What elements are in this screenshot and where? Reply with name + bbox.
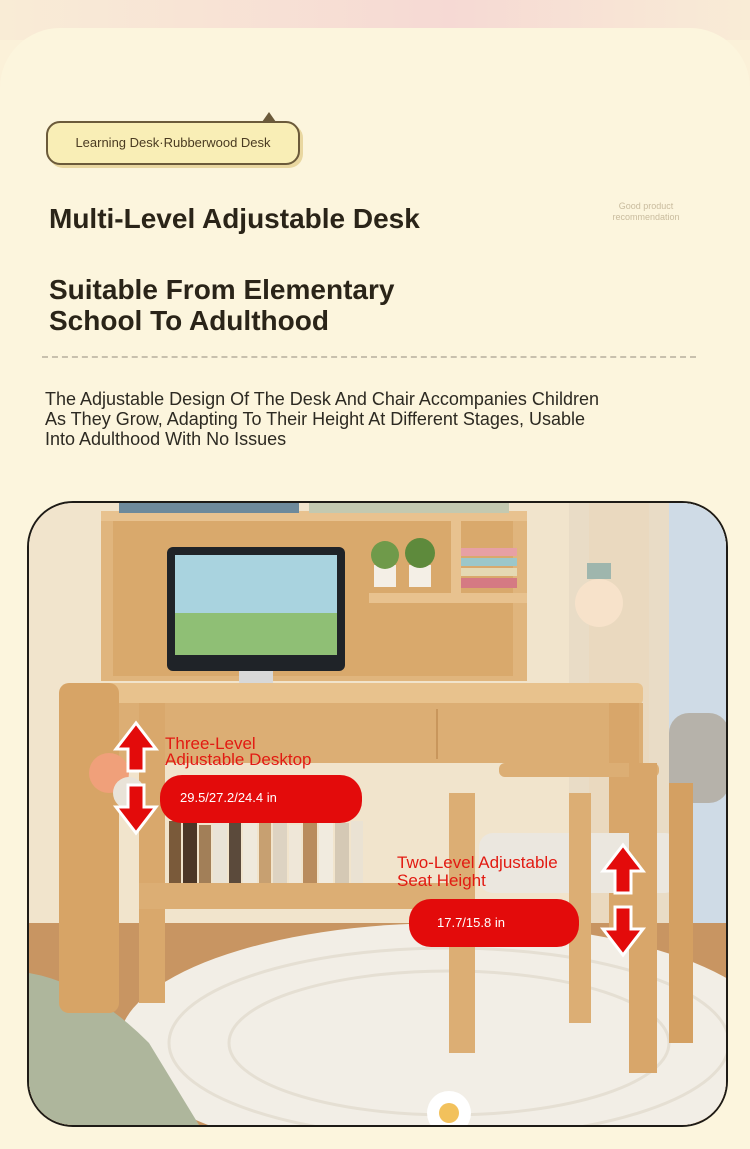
desk-illustration	[29, 503, 726, 1125]
desk-label-line2: Adjustable Desktop	[165, 750, 312, 769]
desk-adjust-label	[165, 736, 365, 768]
desk-height-pill: 29.5/27.2/24.4 in	[160, 775, 362, 823]
recommendation-watermark	[596, 201, 696, 223]
product-photo	[27, 501, 728, 1127]
recommendation-line1: Good product	[618, 201, 674, 211]
recommendation-line2: recommendation	[612, 212, 680, 222]
divider	[42, 356, 696, 358]
headline-title: Multi-Level Adjustable Desk	[49, 203, 420, 234]
seat-label-line1: Two-Level Adjustable	[397, 853, 558, 872]
desk-label-line1: Three-Level	[165, 734, 256, 753]
headline-subtitle: Suitable From Elementary School To Adulthood	[49, 274, 395, 336]
description-text: The Adjustable Design Of The Desk And Chair Accompanies Children As They Grow, Adapting To Their Height At Different Stages, Usable Into Adulthood With No Issues	[45, 389, 599, 449]
seat-label-line2: Seat Height	[397, 871, 486, 890]
seat-height-pill: 17.7/15.8 in	[409, 899, 579, 947]
seat-adjust-label	[397, 854, 607, 890]
category-badge: Learning Desk·Rubberwood Desk	[46, 121, 300, 165]
